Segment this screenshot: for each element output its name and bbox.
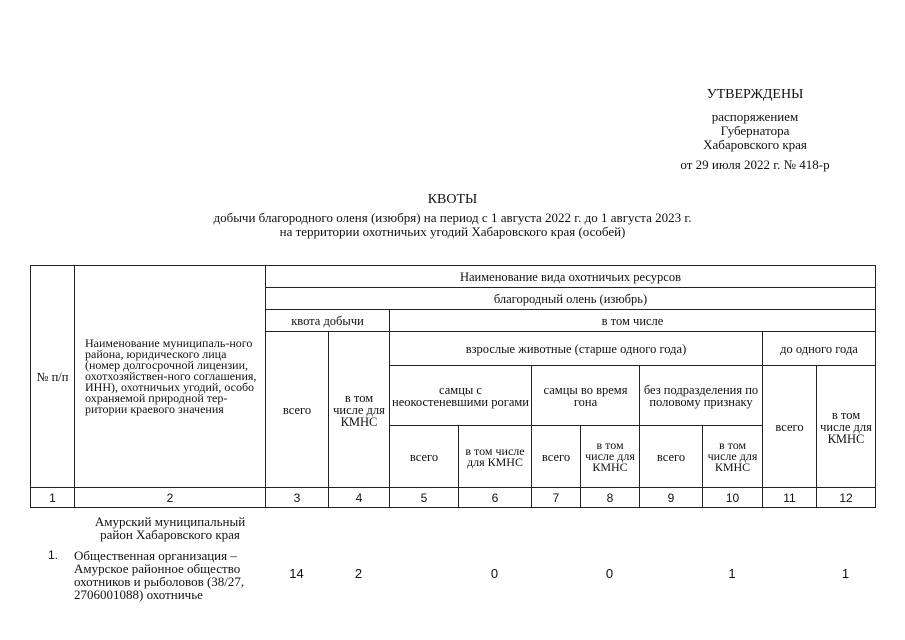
header-including: в том числе xyxy=(390,310,876,332)
row-value-col6: 0 xyxy=(490,566,499,581)
header-name: Наименование муниципаль-ного района, юридического лица (номер долгосрочной лицензии, охотхозяйствен-ного соглашения, ИНН), охотничьих угодий, особо охраняемой природной тер-ритории краевого значения xyxy=(75,266,266,488)
header-col6-kmns: в том числе для КМНС xyxy=(459,426,532,488)
header-col10-kmns: в том числе для КМНС xyxy=(703,426,763,488)
col-number: 4 xyxy=(329,488,390,508)
approval-heading: УТВЕРЖДЕНЫ xyxy=(706,87,804,102)
col-number: 8 xyxy=(581,488,640,508)
header-col9-total: всего xyxy=(640,426,703,488)
subtitle-line-1: добычи благородного оленя (изюбря) на период с 1 августа 2022 г. до 1 августа 2023 г. xyxy=(213,210,692,225)
approval-line-2: Губернатора xyxy=(720,123,790,138)
header-quota-kmns: в том числе для КМНС xyxy=(329,332,390,488)
header-col8-kmns: в том числе для КМНС xyxy=(581,426,640,488)
header-adults: взрослые животные (старше одного года) xyxy=(390,332,763,366)
col-number: 11 xyxy=(763,488,817,508)
header-resource-type: Наименование вида охотничьих ресурсов xyxy=(266,266,876,288)
row-name: Общественная организация – Амурское районное общество охотников и рыболовов (38/27, 2706001088) охотничье xyxy=(74,548,245,602)
header-col7-total: всего xyxy=(532,426,581,488)
col-number: 2 xyxy=(75,488,266,508)
header-num: № п/п xyxy=(31,266,75,488)
header-males-rut: самцы во время гона xyxy=(532,366,640,426)
header-young-kmns: в том числе для КМНС xyxy=(817,366,876,488)
header-quota: квота добычи xyxy=(266,310,390,332)
header-species: благородный олень (изюбрь) xyxy=(266,288,876,310)
col-number: 6 xyxy=(459,488,532,508)
col-number: 5 xyxy=(390,488,459,508)
document-title: КВОТЫ xyxy=(427,192,478,207)
col-number: 9 xyxy=(640,488,703,508)
row-value-col10: 1 xyxy=(728,566,736,581)
col-number: 12 xyxy=(817,488,876,508)
header-no-sex: без подразделения по половому признаку xyxy=(640,366,763,426)
row-value-col3: 14 xyxy=(289,566,304,581)
header-young-total: всего xyxy=(763,366,817,488)
row-value-col8: 0 xyxy=(605,566,614,581)
col-number: 7 xyxy=(532,488,581,508)
approval-line-3: Хабаровского края xyxy=(703,137,807,152)
district-heading: Амурский муниципальный район Хабаровского края xyxy=(94,514,246,542)
quota-table xyxy=(30,265,876,508)
row-number: 1. xyxy=(48,548,59,562)
header-under-one: до одного года xyxy=(763,332,876,366)
subtitle-line-2: на территории охотничьих угодий Хабаровского края (особей) xyxy=(279,224,626,239)
header-males-unossified: самцы с неокостеневшими рогами xyxy=(390,366,532,426)
header-col5-total: всего xyxy=(390,426,459,488)
document-subtitle xyxy=(0,211,905,239)
col-number: 1 xyxy=(31,488,75,508)
col-number: 3 xyxy=(266,488,329,508)
approval-block xyxy=(640,88,870,172)
approval-date: от 29 июля 2022 г. № 418-р xyxy=(680,157,830,172)
col-number: 10 xyxy=(703,488,763,508)
row-value-col4: 2 xyxy=(354,566,363,581)
row-value-col12: 1 xyxy=(841,566,850,581)
header-quota-total: всего xyxy=(266,332,329,488)
approval-line-1: распоряжением xyxy=(711,109,799,124)
